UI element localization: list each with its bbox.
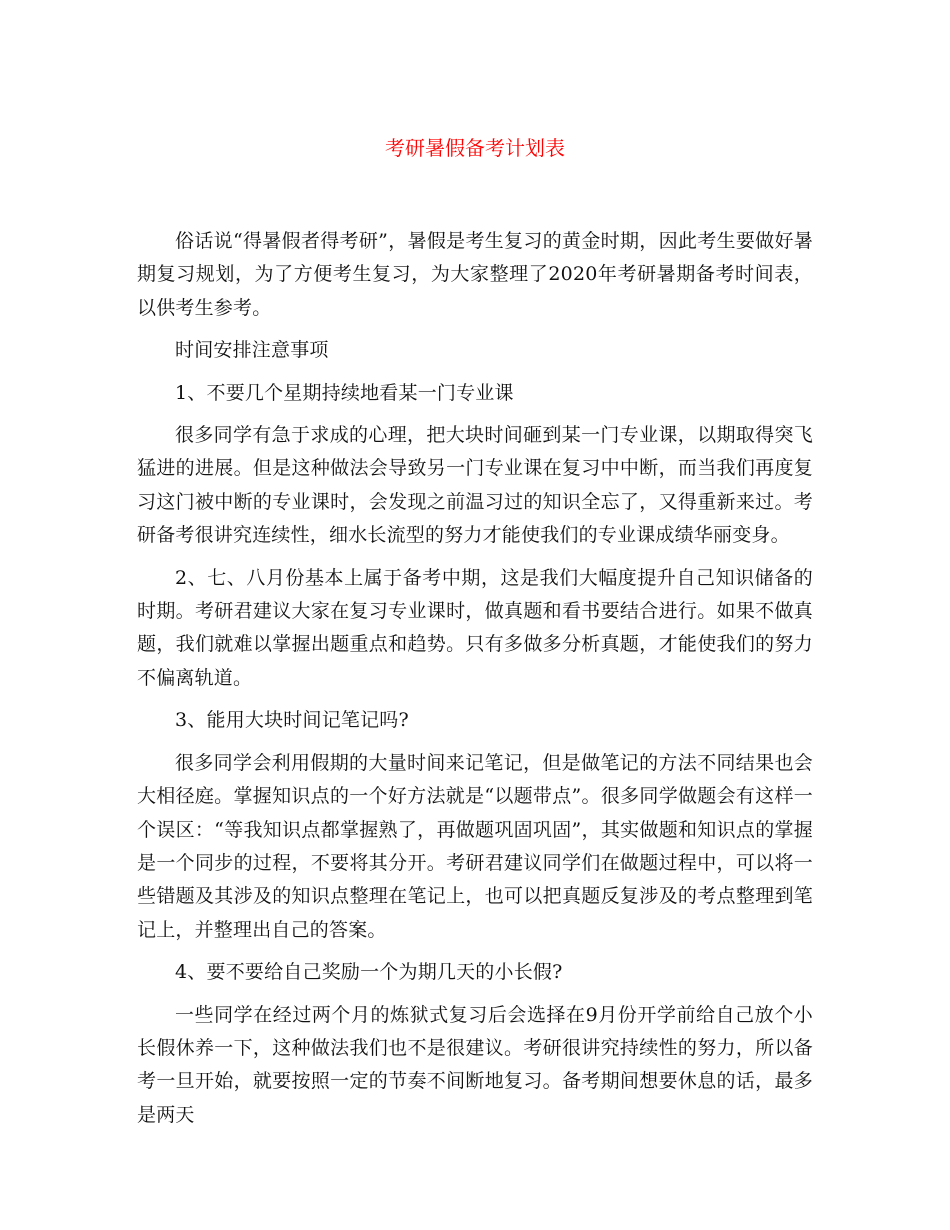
item-4-paragraph: 一些同学在经过两个月的炼狱式复习后会选择在9月份开学前给自己放个小长假休养一下，这种做法我们也不是很建议。考研很讲究持续性的努力，所以备考一旦开始，就要按照一定的节奏不间断地复习。备考期间想要休息的话，最多是两天 [137,1003,813,1126]
document-body [137,225,813,1141]
item-2-paragraph: 2、七、八月份基本上属于备考中期，这是我们大幅度提升自己知识储备的时期。考研君建议大家在复习专业课时，做真题和看书要结合进行。如果不做真题，我们就难以掌握出题重点和趋势。只有多做多分析真题，才能使我们的努力不偏离轨道。 [137,566,813,689]
item-4-heading: 4、要不要给自己奖励一个为期几天的小长假? [175,961,563,984]
section-heading: 时间安排注意事项 [175,339,329,362]
item-3-heading: 3、能用大块时间记笔记吗? [175,709,409,732]
item-1-heading: 1、不要几个星期持续地看某一门专业课 [175,381,514,404]
item-1-paragraph: 很多同学有急于求成的心理，把大块时间砸到某一门专业课，以期取得突飞猛进的进展。但是这种做法会导致另一门专业课在复习中中断，而当我们再度复习这门被中断的专业课时，会发现之前温习过的知识全忘了，又得重新来过。考研备考很讲究连续性，细水长流型的努力才能使我们的专业课成绩华丽变身。 [137,424,813,547]
intro-paragraph: 俗话说“得暑假者得考研”，暑假是考生复习的黄金时期，因此考生要做好暑期复习规划，为了方便考生复习，为大家整理了2020年考研暑期备考时间表，以供考生参考。 [137,230,813,319]
item-3-paragraph: 很多同学会利用假期的大量时间来记笔记，但是做笔记的方法不同结果也会大相径庭。掌握知识点的一个好方法就是“以题带点”。很多同学做题会有这样一个误区：“等我知识点都掌握熟了，再做题巩固巩固”，其实做题和知识点的掌握是一个同步的过程，不要将其分开。考研君建议同学们在做题过程中，可以将一些错题及其涉及的知识点整理在笔记上，也可以把真题反复涉及的考点整理到笔记上，并整理出自己的答案。 [137,751,813,941]
document-title: 考研暑假备考计划表 [385,136,565,160]
